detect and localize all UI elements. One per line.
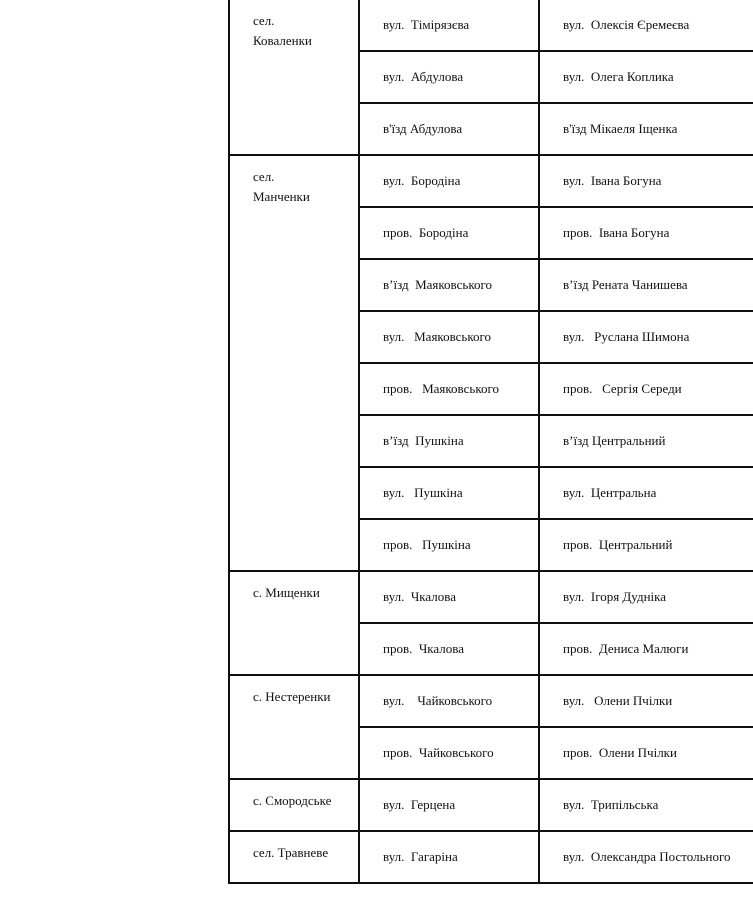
settlement-cell: сел. Травневе bbox=[229, 831, 359, 883]
new-street-name-cell: вул. Івана Богуна bbox=[539, 155, 753, 207]
old-street-name-cell: пров. Чкалова bbox=[359, 623, 539, 675]
new-street-name-cell: в’їзд Центральний bbox=[539, 415, 753, 467]
old-street-name-cell: вул. Пушкіна bbox=[359, 467, 539, 519]
old-street-name-cell: вул. Чайковського bbox=[359, 675, 539, 727]
old-street-name-cell: пров. Маяковського bbox=[359, 363, 539, 415]
old-street-name-cell: пров. Бородіна bbox=[359, 207, 539, 259]
table-row bbox=[229, 155, 753, 207]
old-street-name-cell: вул. Герцена bbox=[359, 779, 539, 831]
table-row bbox=[229, 675, 753, 727]
new-street-name-cell: пров. Олени Пчілки bbox=[539, 727, 753, 779]
new-street-name-cell: вул. Олени Пчілки bbox=[539, 675, 753, 727]
new-street-name-cell: в'їзд Мікаеля Іщенка bbox=[539, 103, 753, 155]
settlement-cell: с. Мищенки bbox=[229, 571, 359, 675]
old-street-name-cell: вул. Маяковського bbox=[359, 311, 539, 363]
new-street-name-cell: вул. Олега Коплика bbox=[539, 51, 753, 103]
old-street-name-cell: пров. Пушкіна bbox=[359, 519, 539, 571]
table-row bbox=[229, 831, 753, 883]
old-street-name-cell: вул. Тімірязєва bbox=[359, 0, 539, 51]
new-street-name-cell: пров. Центральний bbox=[539, 519, 753, 571]
settlement-cell: сел. Коваленки bbox=[229, 0, 359, 155]
settlement-cell: сел. Манченки bbox=[229, 155, 359, 571]
new-street-name-cell: вул. Олексія Єремеєва bbox=[539, 0, 753, 51]
new-street-name-cell: вул. Олександра Постольного bbox=[539, 831, 753, 883]
table-row bbox=[229, 779, 753, 831]
new-street-name-cell: вул. Центральна bbox=[539, 467, 753, 519]
old-street-name-cell: пров. Чайковського bbox=[359, 727, 539, 779]
new-street-name-cell: в’їзд Рената Чанишева bbox=[539, 259, 753, 311]
old-street-name-cell: в’їзд Маяковського bbox=[359, 259, 539, 311]
old-street-name-cell: вул. Чкалова bbox=[359, 571, 539, 623]
old-street-name-cell: вул. Абдулова bbox=[359, 51, 539, 103]
new-street-name-cell: вул. Руслана Шимона bbox=[539, 311, 753, 363]
settlement-cell: с. Нестеренки bbox=[229, 675, 359, 779]
old-street-name-cell: вул. Бородіна bbox=[359, 155, 539, 207]
new-street-name-cell: вул. Трипільська bbox=[539, 779, 753, 831]
old-street-name-cell: в'їзд Абдулова bbox=[359, 103, 539, 155]
new-street-name-cell: пров. Сергія Середи bbox=[539, 363, 753, 415]
old-street-name-cell: вул. Гагаріна bbox=[359, 831, 539, 883]
old-street-name-cell: в’їзд Пушкіна bbox=[359, 415, 539, 467]
new-street-name-cell: пров. Дениса Малюги bbox=[539, 623, 753, 675]
settlement-cell: с. Смородське bbox=[229, 779, 359, 831]
new-street-name-cell: пров. Івана Богуна bbox=[539, 207, 753, 259]
table-row bbox=[229, 571, 753, 623]
table-row bbox=[229, 0, 753, 51]
street-rename-table-body bbox=[229, 0, 753, 883]
new-street-name-cell: вул. Ігоря Дудніка bbox=[539, 571, 753, 623]
street-rename-table bbox=[228, 0, 753, 884]
